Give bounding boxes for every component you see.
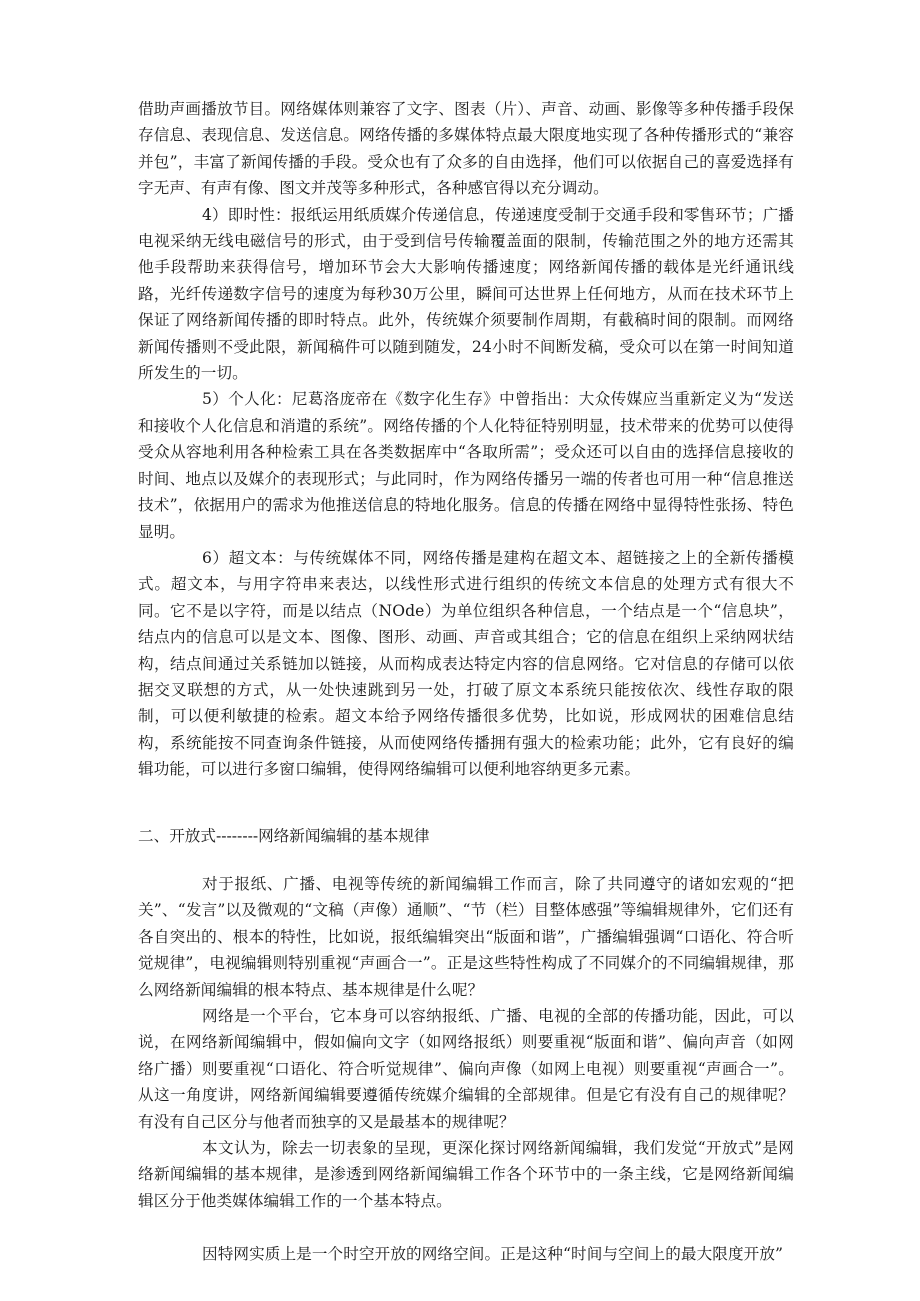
paragraph-immediacy: 4）即时性：报纸运用纸质媒介传递信息，传递速度受制于交通手段和零售环节；广播电视采纳无线电磁信号的形式，由于受到信号传输覆盖面的限制，传输范围之外的地方还需其他手段帮助来获得信号，增加环节会大大影响传播速度；网络新闻传播的载体是光纤通讯线路，光纤传递数字信号的速度为每秒30万公里，瞬间可达世界上任何地方，从而在技术环节上保证了网络新闻传播的即时特点。此外，传统媒介须要制作周期，有截稿时间的限制。而网络新闻传播则不受此限，新闻稿件可以随到随发，24小时不间断发稿，受众可以在第一时间知道所发生的一切。 bbox=[138, 205, 794, 383]
document-page bbox=[138, 96, 794, 1268]
paragraph-internet-space: 因特网实质上是一个时空开放的网络空间。正是这种“时间与空间上的最大限度开放” bbox=[202, 1245, 784, 1264]
paragraph-network-platform: 网络是一个平台，它本身可以容纳报纸、广播、电视的全部的传播功能，因此，可以说，在网络新闻编辑中，假如偏向文字（如网络报纸）则要重视“版面和谐”、偏向声音（如网络广播）则要重视“口语化、符合听觉规律”、偏向声像（如网上电视）则要重视“声画合一”。从这一角度讲，网络新闻编辑要遵循传统媒介编辑的全部规律。但是它有没有自己的规律呢？有没有自己区分与他者而独享的又是最基本的规律呢？ bbox=[138, 1007, 794, 1131]
paragraph-open-principle: 本文认为，除去一切表象的呈现，更深化探讨网络新闻编辑，我们发觉“开放式”是网络新闻编辑的基本规律，是渗透到网络新闻编辑工作各个环节中的一条主线，它是网络新闻编辑区分于他类媒体编辑工作的一个基本特点。 bbox=[138, 1139, 794, 1210]
spacer bbox=[138, 849, 794, 871]
paragraph-multimedia: 借助声画播放节目。网络媒体则兼容了文字、图表（片）、声音、动画、影像等多种传播手段保存信息、表现信息、发送信息。网络传播的多媒体特点最大限度地实现了各种传播形式的“兼容并包”，丰富了新闻传播的手段。受众也有了众多的自由选择，他们可以依据自己的喜爱选择有字无声、有声有像、图文并茂等多种形式，各种感官得以充分调动。 bbox=[138, 100, 794, 198]
spacer bbox=[138, 1214, 794, 1241]
paragraph-personalization: 5）个人化：尼葛洛庞帝在《数字化生存》中曾指出：大众传媒应当重新定义为“发送和接收个人化信息和消遣的系统”。网络传播的个人化特征特别明显，技术带来的优势可以使得受众从容地利用各种检索工具在各类数据库中“各取所需”；受众还可以自由的选择信息接收的时间、地点以及媒介的表现形式；与此同时，作为网络传播另一端的传者也可用一种“信息推送技术”，依据用户的需求为他推送信息的特地化服务。信息的传播在网络中显得特性张扬、特色显明。 bbox=[138, 390, 794, 541]
spacer bbox=[138, 783, 794, 823]
paragraph-hypertext: 6）超文本：与传统媒体不同，网络传播是建构在超文本、超链接之上的全新传播模式。超文本，与用字符串来表达，以线性形式进行组织的传统文本信息的处理方式有很大不同。它不是以字符，而是以结点（NOde）为单位组织各种信息，一个结点是一个“信息块”，结点内的信息可以是文本、图像、图形、动画、声音或其组合；它的信息在组织上采纳网状结构，结点间通过关系链加以链接，从而构成表达特定内容的信息网络。它对信息的存储可以依据交叉联想的方式，从一处快速跳到另一处，打破了原文本系统只能按依次、线性存取的限制，可以便利敏捷的检索。超文本给予网络传播很多优势，比如说，形成网状的困难信息结构，系统能按不同查询条件链接，从而使网络传播拥有强大的检索功能；此外，它有良好的编辑功能，可以进行多窗口编辑，使得网络编辑可以便利地容纳更多元素。 bbox=[138, 548, 794, 779]
section-heading: 二、开放式--------网络新闻编辑的基本规律 bbox=[138, 826, 430, 845]
paragraph-traditional-editing: 对于报纸、广播、电视等传统的新闻编辑工作而言，除了共同遵守的诸如宏观的“把关”、“发言”以及微观的“文稿（声像）通顺”、“节（栏）目整体感强”等编辑规律外，它们还有各自突出的、根本的特性，比如说，报纸编辑突出“版面和谐”，广播编辑强调“口语化、符合听觉规律”，电视编辑则特别重视“声画合一”。正是这些特性构成了不同媒介的不同编辑规律，那么网络新闻编辑的根本特点、基本规律是什么呢？ bbox=[138, 874, 794, 999]
